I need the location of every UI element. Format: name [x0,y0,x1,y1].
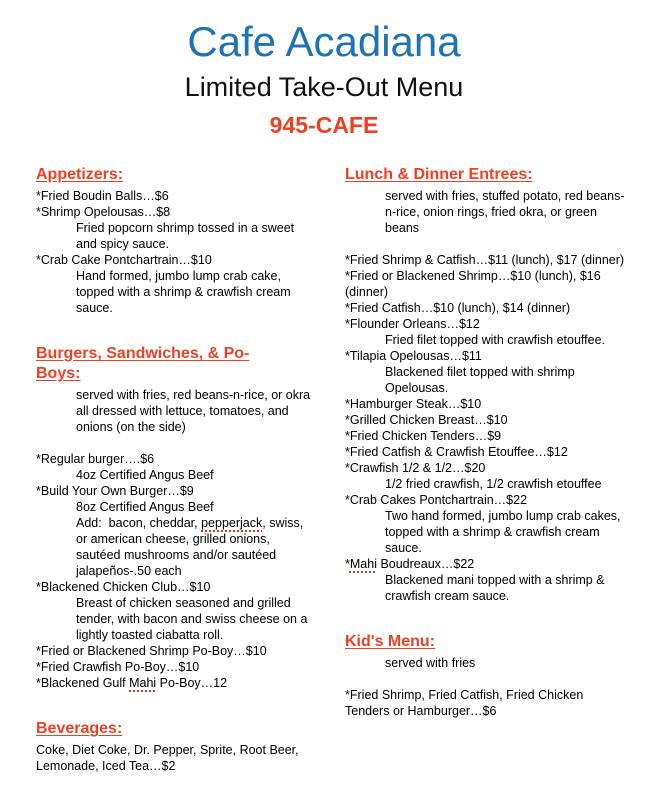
menu-item: *Crawfish 1/2 & 1/2…$20 [345,461,486,475]
menu-item: *Fried Catfish & Crawfish Etouffee…$12 [345,445,568,459]
item-description: served with fries [385,656,476,670]
section-beverages [36,719,316,774]
menu-item: *Fried or Blackened Shrimp…$10 (lunch), $16 (dinner) [345,269,601,299]
item-description: Hand formed, jumbo lump crab cake, topped with a shrimp & crawfish cream sauce. [76,269,291,315]
section-kid-s-menu [345,632,625,719]
menu-item: *Build Your Own Burger…$9 [36,484,194,498]
item-description: Blackened filet topped with shrimp Opelousas. [385,365,575,395]
item-description: served with fries, stuffed potato, red beans-n-rice, onion rings, fried okra, or green beans [385,189,625,235]
spacer [36,435,316,451]
menu-item: *Blackened Chicken Club…$10 [36,580,211,594]
item-description: Add: bacon, cheddar, pepperjack, swiss, or american cheese, grilled onions, sautéed mushrooms and/or sautéed jalapeños-.50 each [76,516,304,578]
section-heading: Lunch & Dinner Entrees: [345,166,533,183]
item-description: Two hand formed, jumbo lump crab cakes, topped with a shrimp & crawfish cream sauce. [385,509,621,555]
menu-item: *Fried or Blackened Shrimp Po-Boy…$10 [36,644,267,658]
section-burgers-sandwiches-po-boys [36,344,316,691]
menu-item: *Tilapia Opelousas…$11 [345,349,482,363]
menu-item: *Shrimp Opelousas…$8 [36,205,171,219]
menu-item: *Crab Cakes Pontchartrain…$22 [345,493,528,507]
menu-item: *Hamburger Steak…$10 [345,397,482,411]
menu-item: *Fried Shrimp, Fried Catfish, Fried Chicken Tenders or Hamburger…$6 [345,688,584,718]
misspelled-word: pepperjack [201,516,263,530]
section-heading: Beverages: [36,720,123,737]
menu-item: *Fried Catfish…$10 (lunch), $14 (dinner) [345,301,571,315]
misspelled-word: Mahi [129,676,157,690]
menu-item: *Fried Chicken Tenders…$9 [345,429,502,443]
menu-item: *Crab Cake Pontchartrain…$10 [36,253,212,267]
misspelled-word: Mahi [349,557,377,571]
menu-item: *Fried Crawfish Po-Boy…$10 [36,660,200,674]
menu-item: *Flounder Orleans…$12 [345,317,480,331]
menu-item: *Mahi Boudreaux…$22 [345,557,475,571]
item-description: Blackened mani topped with a shrimp & crawfish cream sauce. [385,573,605,603]
restaurant-name: Cafe Acadiana [187,18,461,65]
menu-column-left [36,165,316,802]
menu-item: *Regular burger….$6 [36,452,155,466]
phone-number: 945-CAFE [269,112,379,138]
menu-subtitle: Limited Take-Out Menu [184,72,464,102]
menu-item: *Blackened Gulf Mahi Po-Boy…12 [36,676,228,690]
item-description: Breast of chicken seasoned and grilled tender, with bacon and swiss cheese on a lightly toasted ciabatta roll. [76,596,308,642]
item-description: all dressed with lettuce, tomatoes, and onions (on the side) [76,404,289,434]
section-heading: Appetizers: [36,166,124,183]
section-heading: Burgers, Sandwiches, & Po-Boys: [36,345,250,382]
item-description: 4oz Certified Angus Beef [76,468,214,482]
menu-columns [0,165,648,802]
menu-item: *Fried Shrimp & Catfish…$11 (lunch), $17 (dinner) [345,253,625,267]
menu-item: *Grilled Chicken Breast…$10 [345,413,508,427]
section-heading: Kid's Menu: [345,633,436,650]
spacer [345,671,625,687]
item-description: Fried popcorn shrimp tossed in a sweet and spicy sauce. [76,221,295,251]
item-description: Fried filet topped with crawfish etouffee. [385,333,606,347]
section-appetizers [36,165,316,316]
menu-item: *Fried Boudin Balls…$6 [36,189,169,203]
item-description: served with fries, red beans-n-rice, or okra [76,388,311,402]
menu-column-right [345,165,625,802]
menu-header [0,18,648,139]
item-description: 8oz Certified Angus Beef [76,500,214,514]
section-lunch-dinner-entrees [345,165,625,604]
item-description: 1/2 fried crawfish, 1/2 crawfish etouffee [385,477,602,491]
spacer [345,236,625,252]
menu-item: Coke, Diet Coke, Dr. Pepper, Sprite, Root Beer, Lemonade, Iced Tea…$2 [36,743,299,773]
